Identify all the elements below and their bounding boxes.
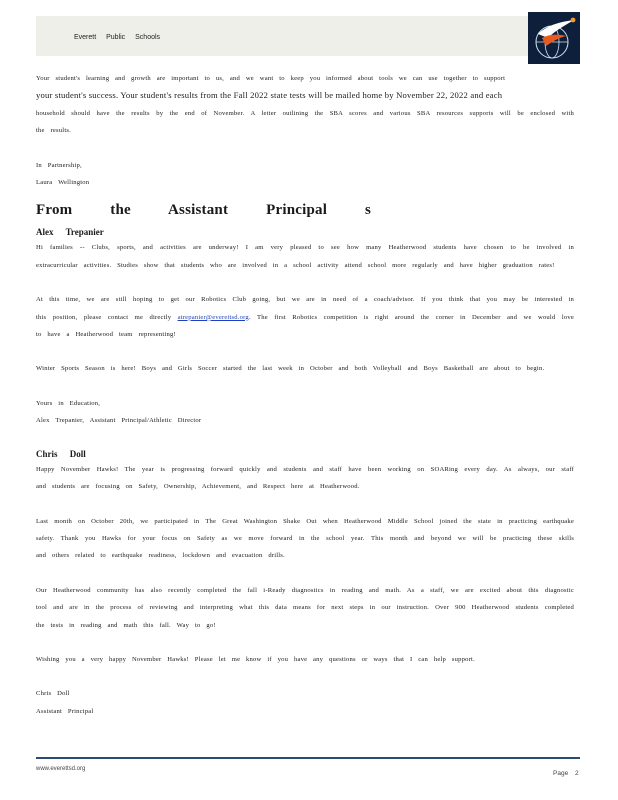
- page-label: Page: [553, 770, 569, 777]
- ap-paragraph-2-after: . The first Robotics competition is right around the corner in December and we would love to have a Heatherwood team representing!: [36, 313, 574, 339]
- cd-sign-2: Assistant Principal: [36, 707, 94, 715]
- author-name-chris: Chris Doll: [36, 448, 86, 459]
- school-logo: [528, 12, 580, 64]
- page-number: [553, 770, 579, 777]
- cd-paragraph-2: Last month on October 20th, we participated in The Great Washington Shake Out when Heatherwood Middle School joined the state in practicing earthquake safety. Thank you Hawks for your focus on Safety as we move forward in the school year. This month and beyond we will be practicing these skills and others related to earthquake readiness, lockdown and evacuation drills.: [36, 517, 574, 560]
- section-heading-assistant-principal: From the Assistant Principal s: [36, 202, 372, 219]
- ap-paragraph-2: [36, 291, 574, 343]
- cd-sign-1: Chris Doll: [36, 690, 70, 698]
- intro-signoff-1: In Partnership,: [36, 161, 82, 169]
- footer-url: www.everettsd.org: [36, 766, 86, 772]
- page-body: [36, 70, 574, 720]
- ap-paragraph-2-before: At this time, we are still hoping to get our Robotics Club going, but we are in need of a coach/advisor. If you think that you may be interested in this position, please contact me directly: [36, 296, 574, 321]
- intro-signoff-2: Laura Wellington: [36, 179, 90, 187]
- ap-closing-1: Yours in Education,: [36, 399, 101, 407]
- ap-paragraph-3: Winter Sports Season is here! Boys and Girls Soccer started the last week in October and both Volleyball and Boys Basketball are about to begin.: [36, 365, 545, 373]
- intro-line-1: Your student's learning and growth are important to us, and we want to keep you informed about tools we can use together to support: [36, 75, 506, 82]
- cd-paragraph-4: Wishing you a very happy November Hawks! Please let me know if you have any questions or ways that I can help support.: [36, 655, 475, 663]
- page-value: 2: [575, 770, 579, 777]
- email-link[interactable]: atrepanier@everettsd.org: [177, 313, 249, 321]
- footer-rule: [36, 757, 580, 759]
- ap-paragraph-1: Hi families -- Clubs, sports, and activities are underway! I am very pleased to see how many Heatherwood students have chosen to be involved in extracurricular activities. Studies show that students who are involved in a school activity attend school more regularly and have higher graduation rates!: [36, 244, 574, 269]
- intro-line-2: your student's success. Your student's results from the Fall 2022 state tests will be mailed home by November 22, 2022 and each: [36, 90, 503, 101]
- hawk-globe-icon: [528, 12, 580, 64]
- school-name: Everett Public Schools: [74, 34, 161, 41]
- cd-paragraph-3: Our Heatherwood community has also recently completed the fall i-Ready diagnostics in reading and math. As a staff, we are excited about this diagnostic tool and are in the process of reviewing and interpreting what this data means for next steps in our instruction. Over 900 Heatherwood students completed the tests in reading and math this fall. Way to go!: [36, 586, 574, 629]
- intro-line-3: household should have the results by the end of November. A letter outlining the SBA scores and various SBA resources supports will be enclosed with the results.: [36, 109, 574, 135]
- author-name-alex: Alex Trepanier: [36, 227, 104, 238]
- cd-paragraph-1: Happy November Hawks! The year is progressing forward quickly and students and staff have been working on SOARing every day. As always, our staff and students are focusing on Safety, Ownership, Achievement, and Respect here at Heatherwood.: [36, 465, 574, 491]
- ap-closing-2: Alex Trepanier, Assistant Principal/Athletic Director: [36, 417, 202, 425]
